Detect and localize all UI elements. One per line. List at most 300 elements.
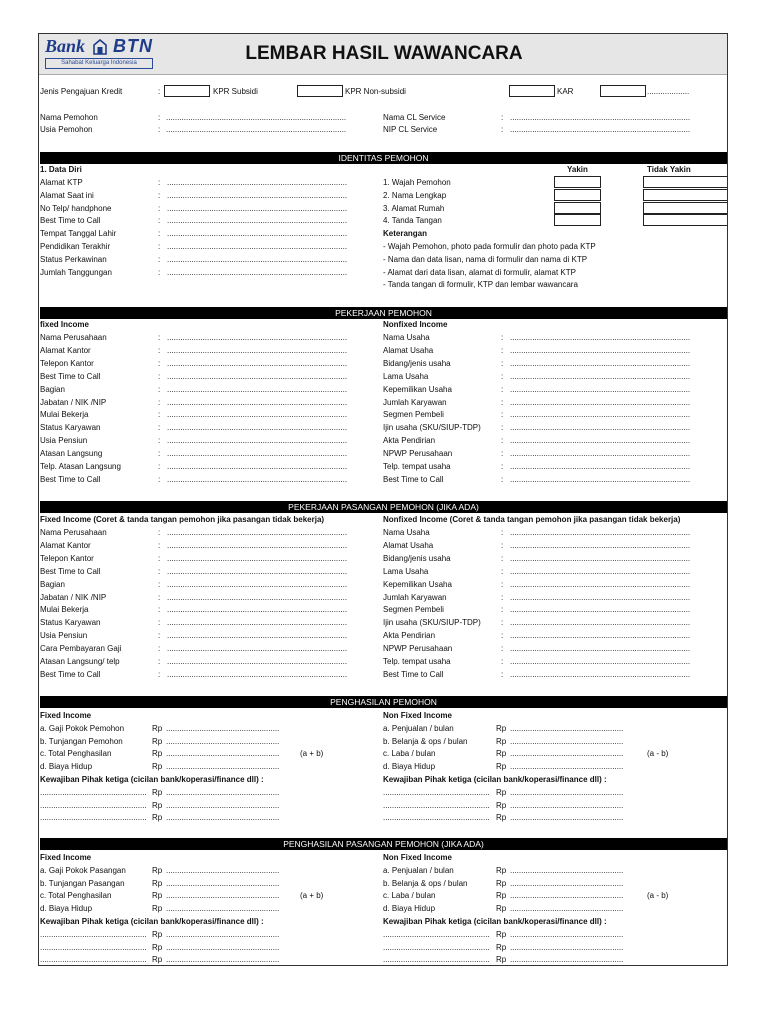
pasangan-right-field[interactable]: .................................................................................	[510, 669, 691, 679]
colon: :	[501, 333, 504, 342]
colon: :	[158, 190, 161, 200]
colon: :	[158, 566, 161, 576]
kewajiban-name-field[interactable]: ................................................	[383, 787, 490, 797]
income-item-label: d. Biaya Hidup	[383, 762, 436, 772]
pekerjaan-right-field[interactable]: .................................................................................	[510, 474, 691, 484]
tidak-yakin-checkbox[interactable]	[643, 176, 728, 188]
rp-amount-field[interactable]: ...................................................	[166, 787, 280, 797]
tidak-yakin-checkbox[interactable]	[643, 214, 728, 226]
rp-label: Rp	[152, 891, 163, 901]
yakin-checkbox[interactable]	[554, 189, 601, 201]
rp-label: Rp	[496, 891, 507, 901]
pekerjaan-right-field[interactable]: .................................................................................	[510, 423, 691, 433]
colon: :	[158, 605, 161, 615]
colon: :	[158, 474, 161, 484]
rp-amount-field[interactable]: ...................................................	[510, 787, 624, 797]
identitas-field-field[interactable]: .................................................................................	[167, 254, 348, 264]
colon: :	[501, 474, 504, 484]
rp-amount-field[interactable]: ...................................................	[510, 878, 624, 888]
yakin-checkbox[interactable]	[554, 202, 601, 214]
rp-amount-field[interactable]: ...................................................	[510, 723, 624, 733]
kewajiban-title-left: Kewajiban Pihak ketiga (cicilan bank/koperasi/finance dll) :	[40, 917, 264, 926]
income-item-label: c. Laba / bulan	[383, 891, 436, 901]
colon: :	[501, 436, 504, 446]
colon: :	[158, 618, 161, 628]
rp-amount-field[interactable]: ...................................................	[510, 736, 624, 746]
rp-amount-field[interactable]: ...................................................	[510, 749, 624, 759]
pekerjaan-right-field[interactable]: .................................................................................	[510, 449, 691, 459]
kar-checkbox[interactable]	[509, 85, 555, 97]
pekerjaan-left-field[interactable]: .................................................................................	[167, 423, 348, 433]
keterangan-line: - Wajah Pemohon, photo pada formulir dan photo pada KTP	[383, 242, 596, 251]
income-item-label: a. Penjualan / bulan	[383, 723, 454, 733]
income-item-label: b. Tunjangan Pasangan	[40, 878, 125, 888]
pekerjaan-left-field[interactable]: .................................................................................	[167, 449, 348, 459]
pasangan-left-field[interactable]: .................................................................................	[167, 618, 348, 628]
pasangan-right-field[interactable]: .................................................................................	[510, 618, 691, 628]
income-item-label: b. Belanja & ops / bulan	[383, 878, 468, 888]
pasangan-right-field[interactable]: .................................................................................	[510, 540, 691, 550]
pekerjaan-left-field[interactable]: .................................................................................	[167, 397, 348, 407]
bank-btn-logo	[43, 36, 163, 70]
colon: :	[158, 449, 161, 459]
pekerjaan-left-field[interactable]: .................................................................................	[167, 371, 348, 381]
yakin-checkbox[interactable]	[554, 176, 601, 188]
kpr-subsidi-label: KPR Subsidi	[213, 87, 258, 96]
identitas-field-label: Alamat Saat ini	[40, 190, 94, 200]
colon: :	[501, 669, 504, 679]
pasangan-left-field[interactable]: .................................................................................	[167, 540, 348, 550]
colon: :	[501, 528, 504, 537]
colon: :	[501, 345, 504, 355]
pasangan-right-field[interactable]: .................................................................................	[510, 592, 691, 602]
rp-label: Rp	[496, 878, 507, 888]
colon: :	[501, 384, 504, 394]
colon: :	[158, 410, 161, 420]
income-item-label: d. Biaya Hidup	[40, 904, 93, 914]
pekerjaan-left-field[interactable]: .................................................................................	[167, 462, 348, 471]
keterangan-title: Keterangan	[383, 229, 428, 238]
nama-cl-field[interactable]: .................................................................................	[510, 113, 691, 122]
pasangan-left-label: Mulai Bekerja	[40, 605, 89, 615]
income-item-label: b. Belanja & ops / bulan	[383, 736, 468, 746]
pasangan-right-label: Alamat Usaha	[383, 540, 434, 550]
colon: :	[158, 644, 161, 654]
rp-label: Rp	[496, 762, 507, 772]
pasangan-left-field[interactable]: .................................................................................	[167, 528, 348, 537]
colon: :	[501, 605, 504, 615]
pasangan-left-field[interactable]: .................................................................................	[167, 553, 348, 563]
data-diri-title: 1. Data Diri	[40, 165, 82, 174]
pasangan-left-field[interactable]: .................................................................................	[167, 605, 348, 615]
pekerjaan-left-field[interactable]: .................................................................................	[167, 436, 348, 446]
kewajiban-name-field[interactable]: ................................................	[40, 955, 147, 965]
rp-label: Rp	[496, 800, 507, 810]
identitas-field-field[interactable]: .................................................................................	[167, 178, 348, 187]
rp-amount-field[interactable]: ...................................................	[510, 762, 624, 772]
pekerjaan-left-field[interactable]: .................................................................................	[167, 410, 348, 420]
logo-tagline: Sahabat Keluarga Indonesia	[45, 58, 153, 69]
identitas-field-field[interactable]: .................................................................................	[167, 190, 348, 200]
income-item-label: b. Tunjangan Pemohon	[40, 736, 123, 746]
identitas-field-label: Status Perkawinan	[40, 254, 107, 264]
colon: :	[501, 449, 504, 459]
income-item-label: c. Total Penghasilan	[40, 891, 112, 901]
pekerjaan-right-label: Ijin usaha (SKU/SIUP-TDP)	[383, 423, 481, 433]
kewajiban-name-field[interactable]: ................................................	[383, 929, 490, 939]
colon: :	[158, 384, 161, 394]
pekerjaan-right-field[interactable]: .................................................................................	[510, 358, 691, 368]
pasangan-right-field[interactable]: .................................................................................	[510, 605, 691, 615]
colon: :	[158, 592, 161, 602]
logo-btn: BTN	[113, 36, 153, 56]
colon: :	[501, 540, 504, 550]
pekerjaan-left-label: Telp. Atasan Langsung	[40, 462, 121, 471]
colon: :	[158, 540, 161, 550]
rp-amount-field[interactable]: ...................................................	[166, 878, 280, 888]
colon: :	[501, 410, 504, 420]
pekerjaan-left-label: Mulai Bekerja	[40, 410, 89, 420]
pasangan-left-label: Atasan Langsung/ telp	[40, 657, 120, 666]
pekerjaan-right-field[interactable]: .................................................................................	[510, 384, 691, 394]
pekerjaan-left-label: Telepon Kantor	[40, 358, 94, 368]
colon: :	[158, 267, 161, 277]
colon: :	[501, 371, 504, 381]
pekerjaan-right-field[interactable]: .................................................................................	[510, 333, 691, 342]
pasangan-left-field[interactable]: .................................................................................	[167, 669, 348, 679]
pekerjaan-left-label: Nama Perusahaan	[40, 333, 107, 342]
pekerjaan-right-field[interactable]: .................................................................................	[510, 371, 691, 381]
rp-amount-field[interactable]: ...................................................	[166, 865, 280, 875]
check-item-label: 3. Alamat Rumah	[383, 203, 445, 213]
rp-label: Rp	[152, 813, 163, 823]
pekerjaan-right-field[interactable]: .................................................................................	[510, 397, 691, 407]
pasangan-left-label: Jabatan / NIK /NIP	[40, 592, 107, 602]
keterangan-line: - Nama dan data lisan, nama di formulir dan nama di KTP	[383, 254, 588, 264]
colon: :	[158, 216, 161, 226]
rp-amount-field[interactable]: ...................................................	[166, 736, 280, 746]
pasangan-right-field[interactable]: .................................................................................	[510, 631, 691, 641]
sum-formula-left: (a + b)	[300, 749, 324, 759]
sum-formula-left: (a + b)	[300, 891, 324, 901]
kewajiban-name-field[interactable]: ................................................	[383, 800, 490, 810]
rp-label: Rp	[152, 787, 163, 797]
pekerjaan-right-label: Telp. tempat usaha	[383, 462, 451, 471]
rp-amount-field[interactable]: ...................................................	[510, 904, 624, 914]
rp-label: Rp	[152, 800, 163, 810]
check-item-label: 2. Nama Lengkap	[383, 190, 447, 200]
pasangan-right-label: Best Time to Call	[383, 669, 444, 679]
colon: :	[158, 462, 161, 471]
colon: :	[158, 254, 161, 264]
income-fixed-title: Fixed Income	[40, 711, 92, 720]
colon: :	[501, 397, 504, 407]
income-fixed-title: Fixed Income	[40, 853, 92, 862]
pekerjaan-right-label: Segmen Pembeli	[383, 410, 444, 420]
pekerjaan-right-label: NPWP Perusahaan	[383, 449, 453, 459]
colon: :	[158, 178, 161, 187]
pasangan-right-field[interactable]: .................................................................................	[510, 528, 691, 537]
pasangan-left-label: Nama Perusahaan	[40, 528, 107, 537]
pasangan-fixed-title: Fixed Income (Coret & tanda tangan pemohon jika pasangan tidak bekerja)	[40, 515, 325, 524]
rp-amount-field[interactable]: ...................................................	[166, 904, 280, 914]
tidak-yakin-checkbox[interactable]	[643, 202, 728, 214]
rp-label: Rp	[496, 955, 507, 965]
colon: :	[501, 631, 504, 641]
pekerjaan-right-label: Best Time to Call	[383, 474, 444, 484]
colon: :	[158, 113, 161, 122]
colon: :	[501, 657, 504, 666]
other-blank[interactable]: ...................	[647, 87, 690, 96]
interview-form	[38, 33, 728, 966]
keterangan-line: - Alamat dari data lisan, alamat di formulir, alamat KTP	[383, 267, 576, 277]
rp-amount-field[interactable]: ...................................................	[510, 865, 624, 875]
pasangan-left-field[interactable]: .................................................................................	[167, 579, 348, 589]
pasangan-left-field[interactable]: .................................................................................	[167, 644, 348, 654]
kewajiban-title-left: Kewajiban Pihak ketiga (cicilan bank/koperasi/finance dll) :	[40, 775, 264, 784]
sum-formula-right: (a - b)	[647, 749, 669, 759]
pasangan-right-label: Ijin usaha (SKU/SIUP-TDP)	[383, 618, 481, 628]
nama-cl-label: Nama CL Service	[383, 113, 446, 122]
rp-label: Rp	[496, 942, 507, 952]
rp-amount-field[interactable]: ...................................................	[166, 813, 280, 823]
rp-label: Rp	[496, 736, 507, 746]
rp-amount-field[interactable]: ...................................................	[166, 942, 280, 952]
pekerjaan-right-label: Lama Usaha	[383, 371, 429, 381]
pasangan-left-field[interactable]: .................................................................................	[167, 657, 348, 666]
pekerjaan-right-label: Akta Pendirian	[383, 436, 436, 446]
income-item-label: c. Laba / bulan	[383, 749, 436, 759]
pasangan-left-label: Best Time to Call	[40, 669, 101, 679]
colon: :	[158, 371, 161, 381]
pekerjaan-left-label: Bagian	[40, 384, 65, 394]
logo-word: Bank	[45, 36, 86, 56]
pasangan-right-label: Lama Usaha	[383, 566, 429, 576]
pekerjaan-left-field[interactable]: .................................................................................	[167, 384, 348, 394]
pekerjaan-right-label: Jumlah Karyawan	[383, 397, 447, 407]
check-item-label: 4. Tanda Tangan	[383, 216, 442, 226]
rp-label: Rp	[496, 723, 507, 733]
kpr-subsidi-checkbox[interactable]	[164, 85, 210, 97]
pasangan-right-field[interactable]: .................................................................................	[510, 566, 691, 576]
income-item-label: c. Total Penghasilan	[40, 749, 112, 759]
pasangan-bar: PEKERJAAN PASANGAN PEMOHON (JIKA ADA)	[40, 501, 727, 513]
keterangan-line: - Tanda tangan di formulir, KTP dan lembar wawancara	[383, 280, 578, 290]
colon: :	[158, 528, 161, 537]
pekerjaan-left-field[interactable]: .................................................................................	[167, 358, 348, 368]
rp-label: Rp	[152, 955, 163, 965]
rp-amount-field[interactable]: ...................................................	[510, 813, 624, 823]
yakin-header: Yakin	[567, 165, 588, 174]
pasangan-left-label: Cara Pembayaran Gaji	[40, 644, 122, 654]
rp-label: Rp	[152, 942, 163, 952]
colon: :	[158, 333, 161, 342]
kewajiban-name-field[interactable]: ................................................	[40, 787, 147, 797]
check-item-label: 1. Wajah Pemohon	[383, 178, 451, 187]
pasangan-left-label: Alamat Kantor	[40, 540, 91, 550]
colon: :	[158, 657, 161, 666]
kewajiban-name-field[interactable]: ................................................	[40, 929, 147, 939]
colon: :	[158, 553, 161, 563]
rp-amount-field[interactable]: ...................................................	[166, 762, 280, 772]
pasangan-left-label: Telepon Kantor	[40, 553, 94, 563]
pekerjaan-left-label: Atasan Langsung	[40, 449, 103, 459]
pasangan-left-label: Usia Pensiun	[40, 631, 88, 641]
pasangan-right-field[interactable]: .................................................................................	[510, 657, 691, 666]
income-item-label: a. Penjualan / bulan	[383, 865, 454, 875]
pasangan-right-label: Jumlah Karyawan	[383, 592, 447, 602]
colon: :	[158, 423, 161, 433]
colon: :	[501, 125, 504, 134]
income-item-label: d. Biaya Hidup	[383, 904, 436, 914]
colon: :	[158, 125, 161, 134]
pasangan-left-field[interactable]: .................................................................................	[167, 631, 348, 641]
kpr-non-subsidi-checkbox[interactable]	[297, 85, 343, 97]
rp-amount-field[interactable]: ...................................................	[166, 891, 280, 901]
kewajiban-name-field[interactable]: ................................................	[40, 942, 147, 952]
pasangan-right-field[interactable]: .................................................................................	[510, 579, 691, 589]
identitas-field-label: Tempat Tanggal Lahir	[40, 229, 117, 239]
form-header	[39, 34, 727, 75]
income-item-label: d. Biaya Hidup	[40, 762, 93, 772]
nama-pemohon-label: Nama Pemohon	[40, 113, 98, 122]
colon: :	[158, 397, 161, 407]
identitas-field-field[interactable]: .................................................................................	[167, 216, 348, 226]
kar-label: KAR	[557, 87, 574, 96]
pekerjaan-left-label: Best Time to Call	[40, 371, 101, 381]
identitas-field-field[interactable]: .................................................................................	[167, 267, 348, 277]
rp-amount-field[interactable]: ...................................................	[510, 942, 624, 952]
fixed-income-title: fixed Income	[40, 320, 89, 329]
colon: :	[501, 553, 504, 563]
page-title: LEMBAR HASIL WAWANCARA	[245, 43, 523, 64]
rp-label: Rp	[496, 787, 507, 797]
pasangan-right-label: Telp. tempat usaha	[383, 657, 451, 666]
nip-cl-field[interactable]: .................................................................................	[510, 125, 691, 134]
pekerjaan-left-label: Jabatan / NIK /NIP	[40, 397, 107, 407]
rp-label: Rp	[496, 865, 507, 875]
rp-label: Rp	[152, 878, 163, 888]
colon: :	[501, 592, 504, 602]
rp-amount-field[interactable]: ...................................................	[166, 955, 280, 965]
pekerjaan-left-field[interactable]: .................................................................................	[167, 345, 348, 355]
pekerjaan-right-field[interactable]: .................................................................................	[510, 345, 691, 355]
kewajiban-name-field[interactable]: ................................................	[383, 942, 490, 952]
pekerjaan-bar: PEKERJAAN PEMOHON	[40, 307, 727, 319]
pekerjaan-left-label: Alamat Kantor	[40, 345, 91, 355]
rp-amount-field[interactable]: ...................................................	[510, 929, 624, 939]
pasangan-left-field[interactable]: .................................................................................	[167, 566, 348, 576]
kewajiban-name-field[interactable]: ................................................	[40, 800, 147, 810]
colon: :	[158, 87, 161, 96]
colon: :	[501, 579, 504, 589]
rp-label: Rp	[152, 865, 163, 875]
identitas-field-label: Alamat KTP	[40, 178, 83, 187]
rp-amount-field[interactable]: ...................................................	[510, 800, 624, 810]
penghasilan-bar: PENGHASILAN PEMOHON	[40, 696, 727, 708]
pasangan-right-label: Nama Usaha	[383, 528, 430, 537]
rp-amount-field[interactable]: ...................................................	[166, 800, 280, 810]
penghasilan-pasangan-bar: PENGHASILAN PASANGAN PEMOHON (JIKA ADA)	[40, 838, 727, 850]
rp-label: Rp	[152, 749, 163, 759]
pekerjaan-right-field[interactable]: .................................................................................	[510, 462, 691, 471]
colon: :	[501, 358, 504, 368]
colon: :	[158, 203, 161, 213]
usia-pemohon-field[interactable]: .................................................................................	[166, 125, 347, 134]
yakin-checkbox[interactable]	[554, 214, 601, 226]
pekerjaan-left-field[interactable]: .................................................................................	[167, 333, 348, 342]
rp-amount-field[interactable]: ...................................................	[166, 929, 280, 939]
kewajiban-title-right: Kewajiban Pihak ketiga (cicilan bank/koperasi/finance dll) :	[383, 917, 607, 926]
colon: :	[501, 566, 504, 576]
colon: :	[158, 345, 161, 355]
pasangan-right-field[interactable]: .................................................................................	[510, 644, 691, 654]
kewajiban-name-field[interactable]: ................................................	[383, 955, 490, 965]
identitas-field-field[interactable]: .................................................................................	[167, 229, 348, 239]
rp-amount-field[interactable]: ...................................................	[510, 891, 624, 901]
pasangan-left-label: Bagian	[40, 579, 65, 589]
income-item-label: a. Gaji Pokok Pasangan	[40, 865, 126, 875]
tidak-yakin-checkbox[interactable]	[643, 189, 728, 201]
rp-label: Rp	[496, 929, 507, 939]
pekerjaan-right-label: Nama Usaha	[383, 333, 430, 342]
colon: :	[501, 423, 504, 433]
pasangan-right-label: Bidang/jenis usaha	[383, 553, 451, 563]
rp-label: Rp	[496, 813, 507, 823]
rp-amount-field[interactable]: ...................................................	[166, 749, 280, 759]
nama-pemohon-field[interactable]: .................................................................................	[166, 113, 347, 122]
pekerjaan-left-label: Status Karyawan	[40, 423, 101, 433]
colon: :	[158, 631, 161, 641]
house-icon	[93, 39, 107, 55]
pasangan-left-field[interactable]: .................................................................................	[167, 592, 348, 602]
nonfixed-income-title: Nonfixed Income	[383, 320, 448, 329]
other-checkbox[interactable]	[600, 85, 646, 97]
colon: :	[158, 242, 161, 251]
kewajiban-name-field[interactable]: ................................................	[383, 813, 490, 823]
identitas-field-label: No Telp/ handphone	[40, 203, 112, 213]
sum-formula-right: (a - b)	[647, 891, 669, 901]
rp-label: Rp	[496, 749, 507, 759]
colon: :	[158, 669, 161, 679]
usia-pemohon-label: Usia Pemohon	[40, 125, 93, 134]
identitas-field-field[interactable]: .................................................................................	[167, 203, 348, 213]
income-nonfixed-title: Non Fixed Income	[383, 853, 452, 862]
nip-cl-label: NIP CL Service	[383, 125, 438, 134]
pasangan-right-field[interactable]: .................................................................................	[510, 553, 691, 563]
identitas-bar: IDENTITAS PEMOHON	[40, 152, 727, 164]
pasangan-right-label: Akta Pendirian	[383, 631, 436, 641]
pasangan-right-label: Kepemilikan Usaha	[383, 579, 452, 589]
income-nonfixed-title: Non Fixed Income	[383, 711, 452, 720]
kewajiban-name-field[interactable]: ................................................	[40, 813, 147, 823]
rp-amount-field[interactable]: ...................................................	[510, 955, 624, 965]
identitas-field-label: Best Time to Call	[40, 216, 101, 226]
pekerjaan-right-field[interactable]: .................................................................................	[510, 410, 691, 420]
pasangan-nonfixed-title: Nonfixed Income (Coret & tanda tangan pemohon jika pasangan tidak bekerja)	[383, 515, 681, 524]
rp-label: Rp	[152, 723, 163, 733]
pasangan-left-label: Status Karyawan	[40, 618, 101, 628]
rp-amount-field[interactable]: ...................................................	[166, 723, 280, 733]
colon: :	[501, 618, 504, 628]
rp-label: Rp	[152, 904, 163, 914]
pekerjaan-left-field[interactable]: .................................................................................	[167, 474, 348, 484]
pekerjaan-right-field[interactable]: .................................................................................	[510, 436, 691, 446]
pekerjaan-left-label: Best Time to Call	[40, 474, 101, 484]
identitas-field-field[interactable]: .................................................................................	[167, 242, 348, 251]
rp-label: Rp	[152, 762, 163, 772]
identitas-field-label: Pendidikan Terakhir	[40, 242, 111, 251]
